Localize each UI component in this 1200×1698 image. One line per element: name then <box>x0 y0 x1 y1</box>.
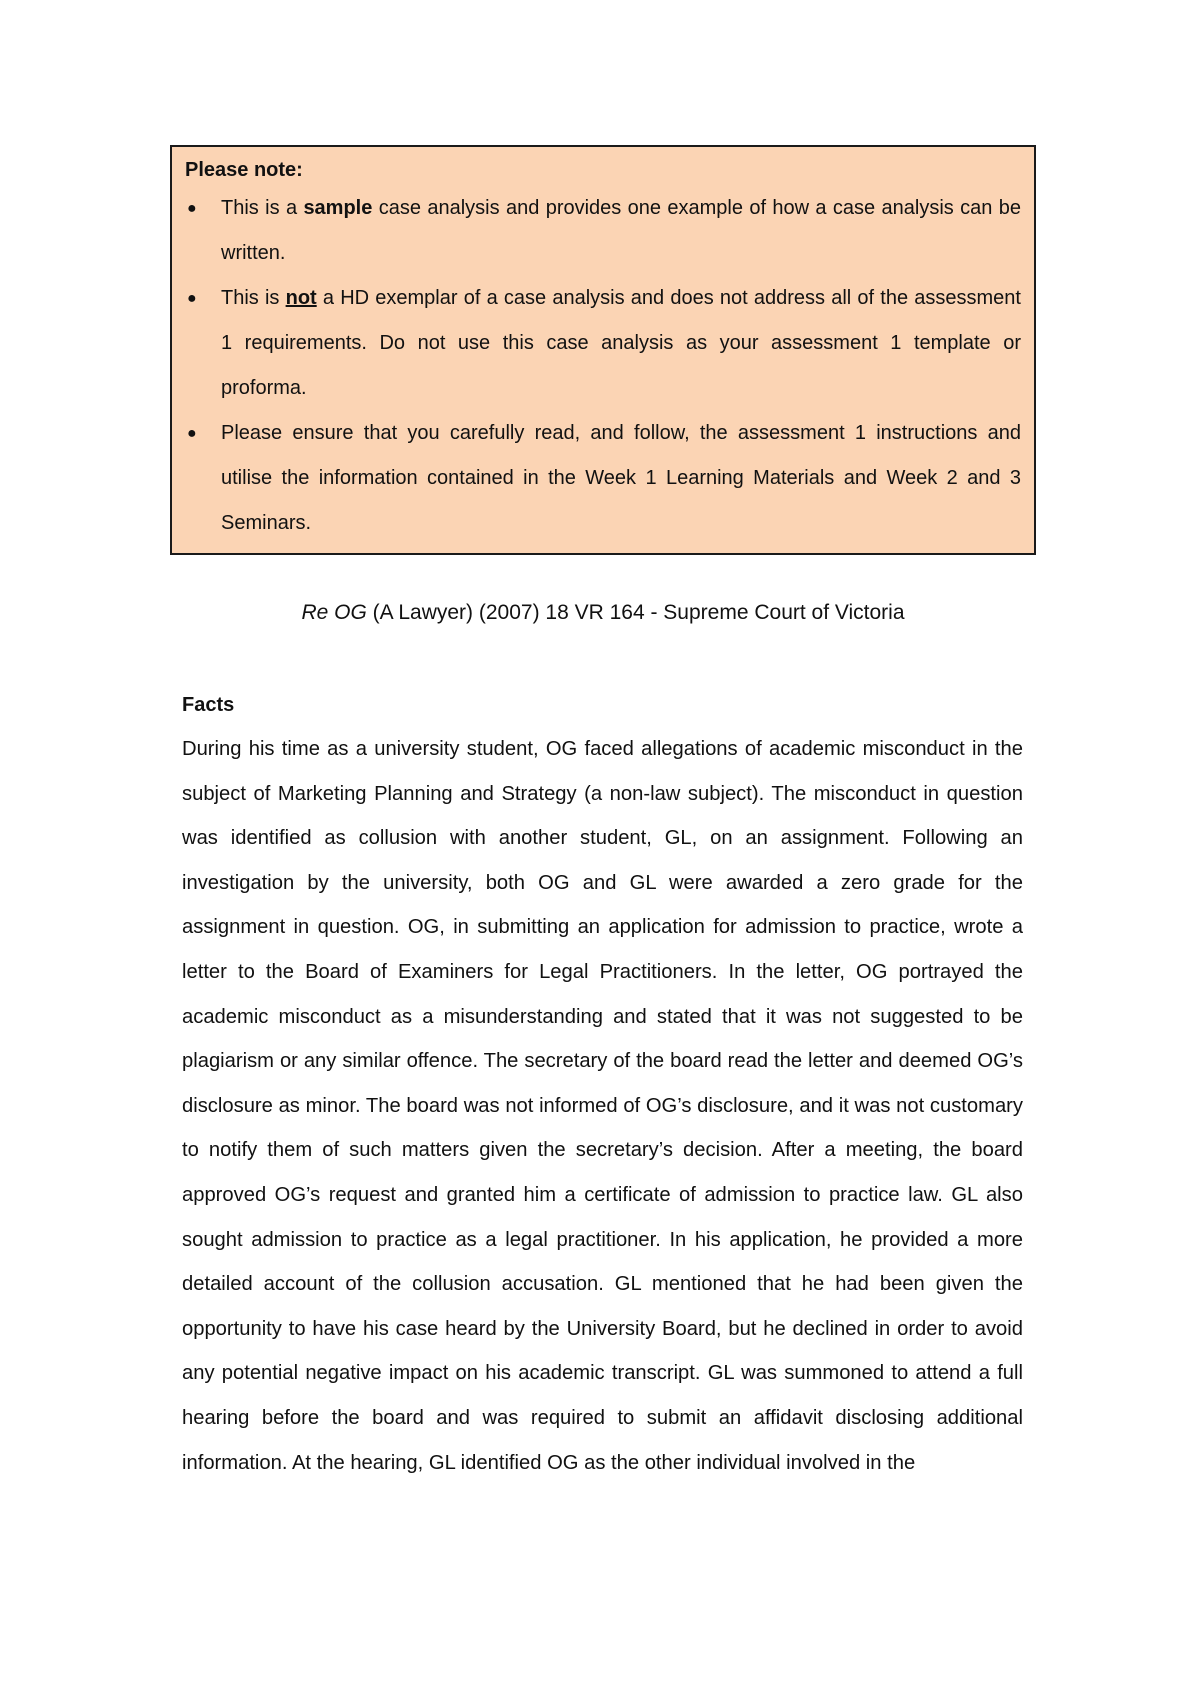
bullet-icon: ● <box>187 200 197 217</box>
note-item-text-post: a HD exemplar of a case analysis and does not address all of the assessment 1 requirements. Do not use this case analysis as your assessment 1 template or proforma. <box>221 287 1021 399</box>
note-item-text-pre: This is a <box>221 197 304 219</box>
note-item-sample <box>185 186 1021 276</box>
bullet-icon: ● <box>187 425 197 442</box>
note-item-text-pre: This is <box>221 287 286 309</box>
case-citation <box>170 598 1036 628</box>
section-heading-facts: Facts <box>182 694 235 716</box>
case-citation-rest: (A Lawyer) (2007) 18 VR 164 - Supreme Court of Victoria <box>366 601 905 624</box>
note-item-emphasis: not <box>285 287 317 309</box>
note-item-not-exemplar <box>185 276 1021 411</box>
case-name: Re OG <box>301 601 367 624</box>
note-item-emphasis: sample <box>303 197 373 219</box>
note-item-text-post: case analysis and provides one example of how a case analysis can be written. <box>221 197 1021 264</box>
note-box <box>170 145 1036 555</box>
bullet-icon: ● <box>187 290 197 307</box>
note-item-text: Please ensure that you carefully read, and follow, the assessment 1 instructions and utilise the information contained in the Week 1 Learning Materials and Week 2 and 3 Seminars. <box>221 422 1021 534</box>
facts-paragraph: During his time as a university student, OG faced allegations of academic misconduct in the subject of Marketing Planning and Strategy (a non-law subject). The misconduct in question was identified as collusion with another student, GL, on an assignment. Following an investigation by the university, both OG and GL were awarded a zero grade for the assignment in question. OG, in submitting an application for admission to practice, wrote a letter to the Board of Examiners for Legal Practitioners. In the letter, OG portrayed the academic misconduct as a misunderstanding and stated that it was not suggested to be plagiarism or any similar offence. The secretary of the board read the letter and deemed OG’s disclosure as minor. The board was not informed of OG’s disclosure, and it was not customary to notify them of such matters given the secretary’s decision. After a meeting, the board approved OG’s request and granted him a certificate of admission to practice law. GL also sought admission to practice as a legal practitioner. In his application, he provided a more detailed account of the collusion accusation. GL mentioned that he had been given the opportunity to have his case heard by the University Board, but he declined in order to avoid any potential negative impact on his academic transcript. GL was summoned to attend a full hearing before the board and was required to submit an affidavit disclosing additional information. At the hearing, GL identified OG as the other individual involved in the <box>182 738 1023 1474</box>
note-title: Please note: <box>185 159 303 181</box>
note-list <box>185 186 1021 546</box>
note-item-instructions <box>185 411 1021 546</box>
